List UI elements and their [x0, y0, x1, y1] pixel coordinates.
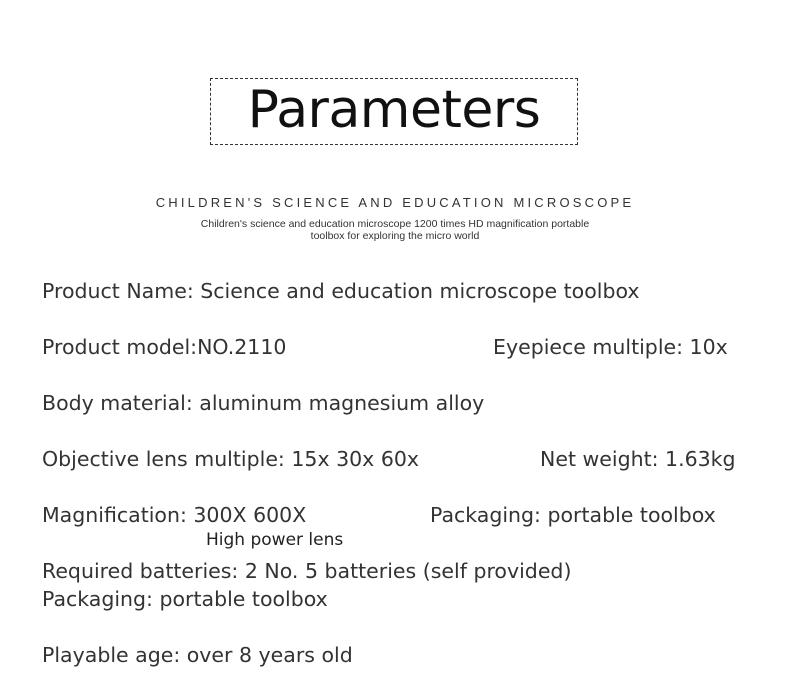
description-line-1: Children's science and education microscope 1200 times HD magnification portable [200, 218, 590, 230]
spec-packaging: Packaging: portable toolbox [42, 587, 328, 611]
spec-required-batteries: Required batteries: 2 No. 5 batteries (self provided) [42, 559, 572, 583]
spec-playable-age: Playable age: over 8 years old [42, 643, 353, 667]
spec-eyepiece-multiple: Eyepiece multiple: 10x [493, 335, 728, 359]
description-line-2: toolbox for exploring the micro world [310, 230, 480, 242]
title-frame [210, 78, 578, 145]
subtitle: CHILDREN'S SCIENCE AND EDUCATION MICROSCOPE [155, 195, 635, 210]
page-title: Parameters [247, 79, 541, 140]
spec-product-model: Product model:NO.2110 [42, 335, 287, 359]
spec-packaging-right: Packaging: portable toolbox [430, 503, 716, 527]
spec-net-weight: Net weight: 1.63kg [540, 447, 736, 471]
description [155, 218, 635, 242]
spec-product-name: Product Name: Science and education microscope toolbox [42, 279, 640, 303]
spec-objective-lens: Objective lens multiple: 15x 30x 60x [42, 447, 420, 471]
spec-body-material: Body material: aluminum magnesium alloy [42, 391, 485, 415]
spec-magnification: Magnification: 300X 600X [42, 503, 307, 527]
spec-high-power-note: High power lens [206, 530, 344, 550]
